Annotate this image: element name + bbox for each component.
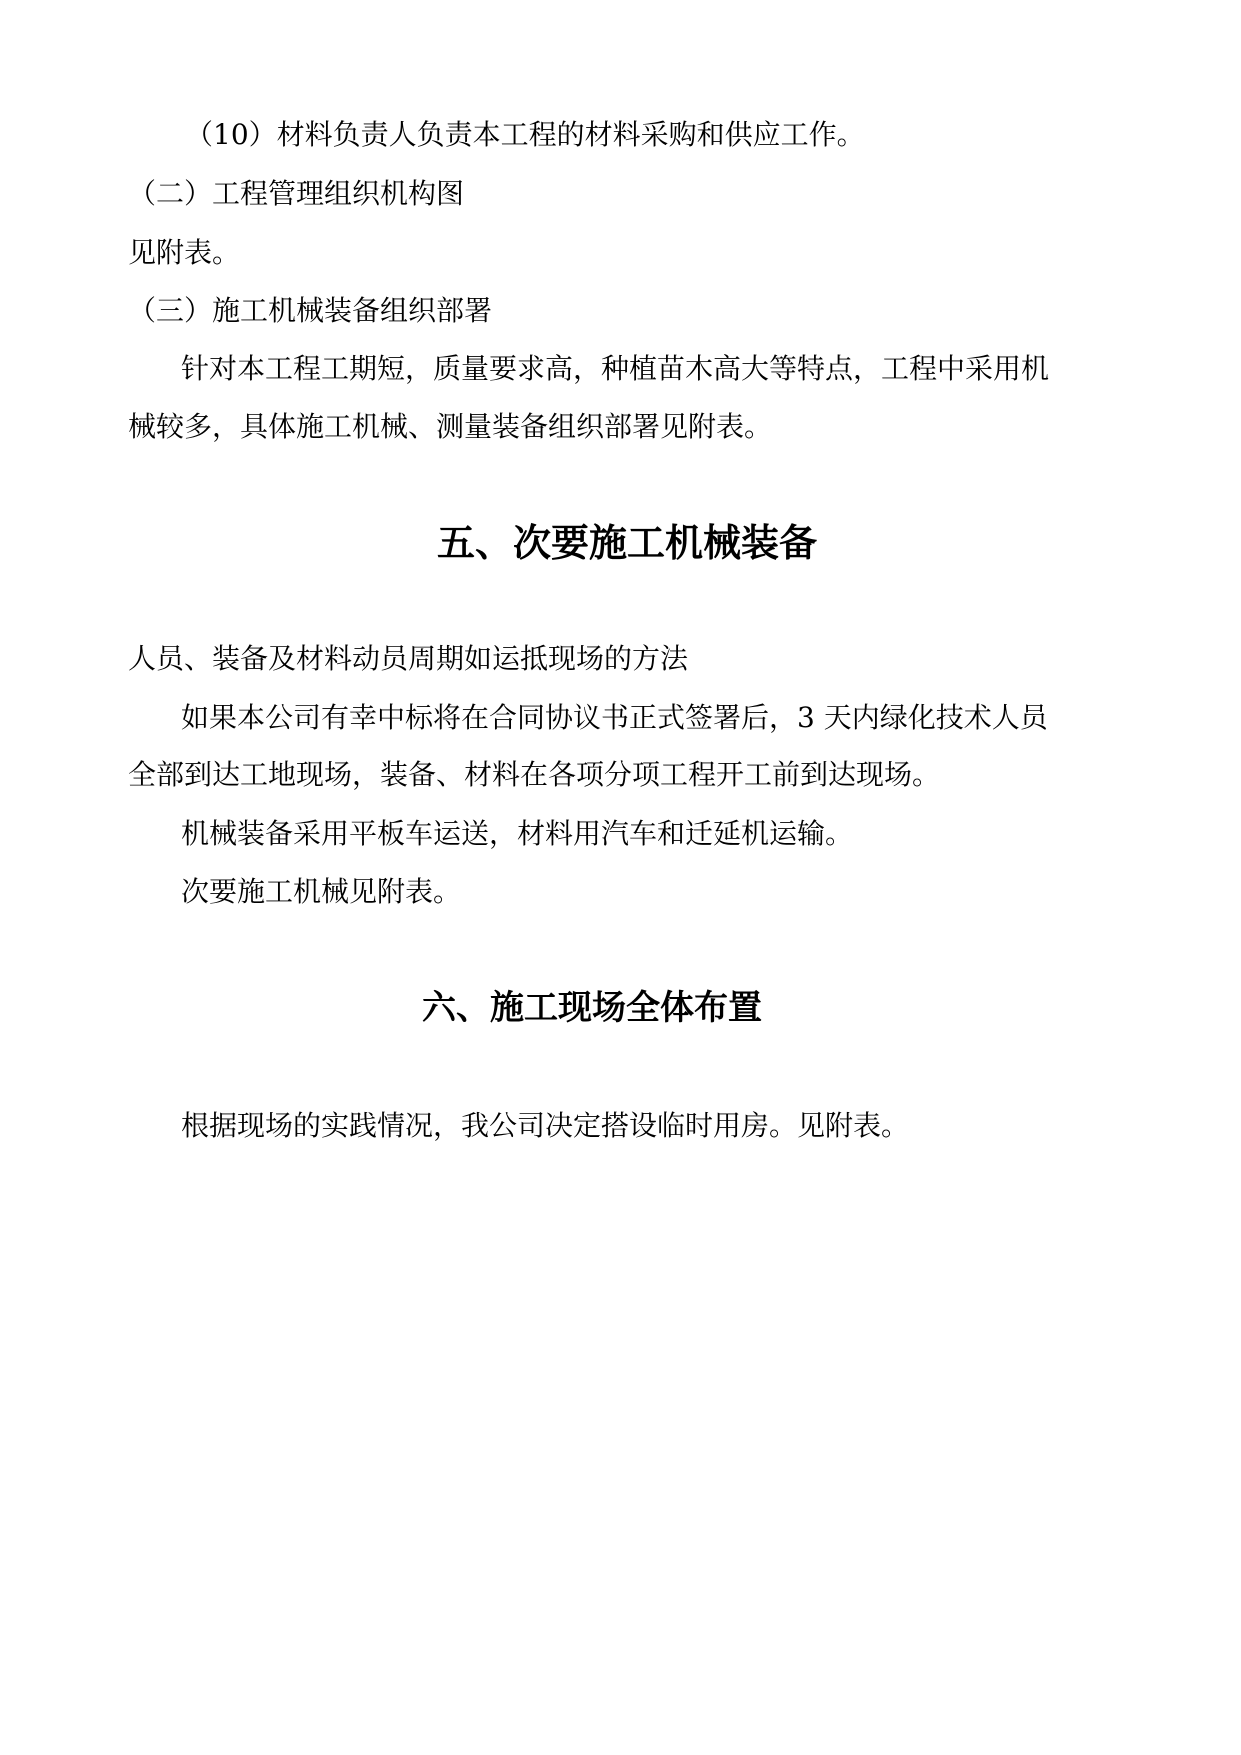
section-5-para-1-line-2: 全部到达工地现场，装备、材料在各项分项工程开工前到达现场。 xyxy=(128,758,941,791)
section-5-para-3: 次要施工机械见附表。 xyxy=(181,875,462,908)
subsection-3-heading: （三）施工机械装备组织部署 xyxy=(128,294,493,327)
subsection-3-body-line-1: 针对本工程工期短，质量要求高，种植苗木高大等特点，工程中采用机 xyxy=(181,352,1050,385)
item-10-text: （10）材料负责人负责本工程的材料采购和供应工作。 xyxy=(185,118,865,151)
section-6-para-1: 根据现场的实践情况，我公司决定搭设临时用房。见附表。 xyxy=(181,1109,910,1142)
section-5-para-2: 机械装备采用平板车运送，材料用汽车和迁延机运输。 xyxy=(181,817,854,850)
section-5-subheading: 人员、装备及材料动员周期如运抵现场的方法 xyxy=(128,642,689,675)
section-6-title: 六、施工现场全体布置 xyxy=(422,988,762,1028)
subsection-2-body: 见附表。 xyxy=(128,236,241,269)
subsection-2-heading: （二）工程管理组织机构图 xyxy=(128,177,465,210)
section-5-title: 五、次要施工机械装备 xyxy=(437,520,818,565)
subsection-3-body-line-2: 械较多，具体施工机械、测量装备组织部署见附表。 xyxy=(128,410,773,443)
section-5-para-1-line-1: 如果本公司有幸中标将在合同协议书正式签署后，3 天内绿化技术人员 xyxy=(181,701,1048,734)
